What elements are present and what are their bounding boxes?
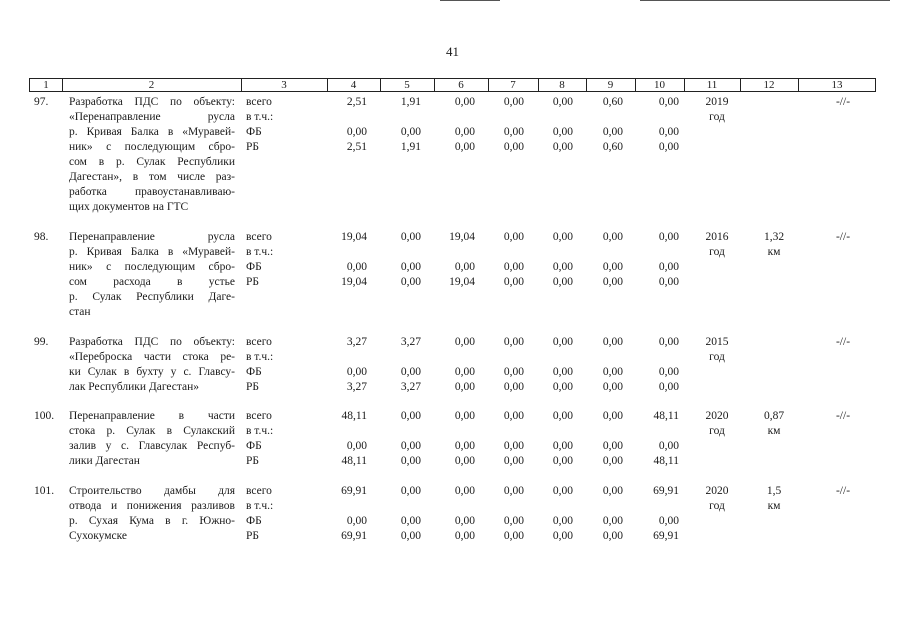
amount-value: 0,00 [552, 276, 573, 288]
amount-column-9 [575, 95, 623, 155]
amount-value: 19,04 [449, 276, 475, 288]
project-name-line: лики Дагестан [69, 455, 140, 467]
amount-value: 0,00 [503, 515, 524, 527]
amount-value: 0,00 [658, 440, 679, 452]
header-divider [538, 79, 539, 91]
amount-column-10 [631, 95, 679, 155]
amount-value: 0,00 [503, 276, 524, 288]
amount-value: 0,00 [346, 126, 367, 138]
amount-value [476, 350, 524, 365]
row-number: 101. [34, 485, 55, 497]
amount-column-4 [319, 484, 367, 544]
completion-year-line: 2020 [705, 485, 729, 497]
amount-value: 0,00 [602, 366, 623, 378]
length-line: км [767, 500, 781, 512]
completion-year [697, 230, 737, 260]
amount-value [319, 424, 367, 439]
amount-value: 3,27 [346, 381, 367, 393]
amount-value: 0,00 [346, 366, 367, 378]
project-name [69, 230, 235, 320]
funding-source-label: в т.ч.: [246, 351, 274, 363]
funding-source-label: РБ [246, 455, 259, 467]
amount-value: 0,00 [454, 440, 475, 452]
header-divider [740, 79, 741, 91]
header-divider [488, 79, 489, 91]
length-value [752, 484, 796, 514]
amount-column-8 [525, 484, 573, 544]
funding-source [246, 409, 291, 469]
amount-value [427, 499, 475, 514]
amount-value: 0,60 [602, 96, 623, 108]
amount-column-5 [373, 95, 421, 155]
amount-column-4 [319, 335, 367, 395]
amount-value: 0,00 [400, 440, 421, 452]
header-cell-10: 10 [654, 79, 665, 91]
amount-value [575, 350, 623, 365]
amount-value [575, 110, 623, 125]
amount-value: 48,11 [341, 455, 367, 467]
amount-value: 0,00 [658, 276, 679, 288]
amount-column-4 [319, 95, 367, 155]
amount-value [427, 424, 475, 439]
amount-value: 0,00 [503, 141, 524, 153]
funding-source-label: РБ [246, 381, 259, 393]
amount-value: 0,00 [503, 126, 524, 138]
amount-value: 0,00 [602, 410, 623, 422]
amount-value: 0,00 [503, 366, 524, 378]
amount-column-10 [631, 335, 679, 395]
header-divider [798, 79, 799, 91]
amount-value: 0,00 [346, 515, 367, 527]
amount-value: 0,00 [503, 530, 524, 542]
funding-source [246, 95, 291, 155]
amount-value: 0,00 [503, 381, 524, 393]
amount-value: 69,91 [341, 530, 367, 542]
funding-source-label: РБ [246, 530, 259, 542]
project-name-line: р. Сухая Кума в г. Южно- [69, 515, 235, 527]
funding-source-label: всего [246, 410, 272, 422]
amount-value: 0,00 [552, 381, 573, 393]
amount-column-9 [575, 409, 623, 469]
header-cell-3: 3 [281, 79, 287, 91]
header-divider [684, 79, 685, 91]
project-name-line: р. Кривая Балка в «Муравей- [69, 246, 235, 258]
scan-edge-line-left [440, 0, 500, 1]
completion-year-line: год [709, 425, 725, 437]
project-name-line: ки Сулак в бухту у с. Главсу- [69, 366, 235, 378]
amount-value: 0,00 [454, 96, 475, 108]
project-name-line: «Перенаправление русла [69, 111, 235, 123]
project-name-line: щих документов на ГТС [69, 201, 189, 213]
project-name-line: р. Сулак Республики Даге- [69, 291, 235, 303]
amount-value: 3,27 [346, 336, 367, 348]
project-name-line: р. Кривая Балка в «Муравей- [69, 126, 235, 138]
header-cell-7: 7 [510, 79, 516, 91]
amount-value [525, 245, 573, 260]
amount-value: 0,00 [552, 366, 573, 378]
amount-value: 0,00 [552, 231, 573, 243]
header-cell-9: 9 [607, 79, 614, 91]
project-name-line: Разработка ПДС по объекту: [69, 96, 235, 108]
amount-value [476, 245, 524, 260]
amount-value: 0,00 [400, 231, 421, 243]
amount-value [476, 110, 524, 125]
amount-value: 0,00 [658, 336, 679, 348]
amount-value [319, 245, 367, 260]
amount-value: 69,91 [341, 485, 367, 497]
amount-column-7 [476, 230, 524, 290]
funding-source-label: всего [246, 485, 272, 497]
amount-value: 0,00 [400, 126, 421, 138]
funding-source-label: в т.ч.: [246, 111, 274, 123]
amount-value: 0,00 [454, 485, 475, 497]
funding-source-label: РБ [246, 276, 259, 288]
amount-value [525, 424, 573, 439]
amount-value: 0,00 [552, 530, 573, 542]
amount-column-8 [525, 95, 573, 155]
completion-year-line: год [709, 246, 725, 258]
completion-year [697, 409, 737, 439]
amount-value: 0,00 [552, 455, 573, 467]
amount-value: 0,00 [400, 410, 421, 422]
project-name-line: Перенаправление русла [69, 231, 235, 243]
amount-value: 0,00 [454, 515, 475, 527]
amount-value: 0,00 [552, 440, 573, 452]
amount-value: 0,00 [658, 515, 679, 527]
amount-value: 0,00 [503, 231, 524, 243]
ditto-mark: -//- [835, 410, 851, 422]
funding-source-label: РБ [246, 141, 259, 153]
amount-value: 0,00 [552, 410, 573, 422]
amount-value: 0,00 [454, 336, 475, 348]
amount-column-10 [631, 484, 679, 544]
amount-column-6 [427, 409, 475, 469]
amount-value [476, 424, 524, 439]
amount-column-6 [427, 484, 475, 544]
completion-year-line: 2020 [705, 410, 729, 422]
amount-value: 0,00 [602, 440, 623, 452]
amount-value [373, 110, 421, 125]
amount-value: 0,00 [503, 485, 524, 497]
amount-column-6 [427, 95, 475, 155]
amount-column-9 [575, 484, 623, 544]
header-divider [380, 79, 381, 91]
length-value [752, 409, 796, 439]
funding-source-label: ФБ [246, 366, 262, 378]
ditto-mark: -//- [835, 485, 851, 497]
funding-source [246, 484, 291, 544]
project-name-line: Дагестан», в том числе раз- [69, 171, 235, 183]
amount-value: 48,11 [341, 410, 367, 422]
funding-source-label: в т.ч.: [246, 425, 274, 437]
amount-value: 0,00 [454, 455, 475, 467]
amount-value: 19,04 [449, 231, 475, 243]
amount-value: 0,00 [602, 276, 623, 288]
amount-column-9 [575, 230, 623, 290]
funding-source-label: ФБ [246, 261, 262, 273]
length-line: км [767, 246, 781, 258]
header-cell-8: 8 [559, 79, 565, 91]
amount-value: 3,27 [400, 381, 421, 393]
amount-value: 0,00 [658, 96, 679, 108]
project-name-line: стока р. Сулак в Сулакский [69, 425, 235, 437]
amount-value: 0,00 [503, 440, 524, 452]
funding-source-label: в т.ч.: [246, 246, 274, 258]
amount-column-5 [373, 484, 421, 544]
amount-value: 0,00 [454, 141, 475, 153]
header-cell-13: 13 [831, 79, 843, 91]
funding-source-label: ФБ [246, 440, 262, 452]
amount-value [631, 110, 679, 125]
amount-value: 2,51 [346, 96, 367, 108]
amount-column-4 [319, 230, 367, 290]
amount-value: 0,00 [552, 126, 573, 138]
page-number: 41 [446, 44, 459, 59]
completion-year [697, 95, 737, 125]
amount-column-5 [373, 230, 421, 290]
amount-value: 0,00 [503, 410, 524, 422]
amount-value [575, 245, 623, 260]
project-name-line: стан [69, 306, 91, 318]
amount-value: 0,00 [503, 455, 524, 467]
row-number: 100. [34, 410, 55, 422]
project-name-line: работка правоустанавливаю- [69, 186, 235, 198]
ditto-mark: -//- [835, 231, 851, 243]
amount-value: 69,91 [653, 530, 679, 542]
header-divider [327, 79, 328, 91]
length-value [752, 230, 796, 260]
amount-value [319, 350, 367, 365]
amount-column-4 [319, 409, 367, 469]
amount-value: 0,00 [658, 261, 679, 273]
amount-value [427, 245, 475, 260]
amount-value [575, 499, 623, 514]
table-header-row [29, 78, 876, 92]
amount-column-6 [427, 230, 475, 290]
amount-value [373, 499, 421, 514]
amount-column-7 [476, 409, 524, 469]
header-cell-4: 4 [350, 79, 357, 91]
amount-value: 3,27 [400, 336, 421, 348]
length-line: 0,87 [763, 410, 785, 422]
project-name-line: ник» с последующим сбро- [69, 261, 235, 273]
completion-year-line: 2019 [705, 96, 729, 108]
amount-value [525, 110, 573, 125]
amount-value: 1,91 [400, 96, 421, 108]
amount-value: 0,00 [400, 366, 421, 378]
amount-column-5 [373, 409, 421, 469]
amount-column-10 [631, 409, 679, 469]
scan-edge-line-right [640, 0, 890, 1]
amount-value: 0,00 [602, 231, 623, 243]
completion-year-line: год [709, 500, 725, 512]
header-divider [434, 79, 435, 91]
amount-value: 2,51 [346, 141, 367, 153]
amount-value [373, 424, 421, 439]
project-name-line: лак Республики Дагестан» [69, 381, 200, 393]
header-cell-5: 5 [404, 79, 410, 91]
amount-column-8 [525, 230, 573, 290]
amount-value: 0,00 [454, 366, 475, 378]
length-line: км [767, 425, 781, 437]
header-divider [635, 79, 636, 91]
amount-value: 0,00 [658, 126, 679, 138]
amount-column-7 [476, 95, 524, 155]
amount-value: 0,00 [454, 530, 475, 542]
header-cell-2: 2 [148, 79, 155, 91]
amount-value: 0,00 [602, 261, 623, 273]
amount-value: 0,00 [400, 515, 421, 527]
amount-value [631, 350, 679, 365]
ditto-mark: -//- [835, 336, 851, 348]
completion-year [697, 484, 737, 514]
completion-year-line: год [709, 351, 725, 363]
amount-value: 0,00 [454, 261, 475, 273]
completion-year-line: год [709, 111, 725, 123]
amount-value [575, 424, 623, 439]
amount-value: 0,00 [602, 336, 623, 348]
amount-value: 0,00 [400, 276, 421, 288]
funding-source-label: ФБ [246, 126, 262, 138]
amount-value: 19,04 [341, 276, 367, 288]
completion-year-line: 2016 [705, 231, 729, 243]
project-name [69, 335, 235, 395]
amount-value [631, 499, 679, 514]
amount-value: 0,00 [346, 440, 367, 452]
amount-column-7 [476, 484, 524, 544]
amount-value: 0,00 [552, 96, 573, 108]
amount-value [373, 350, 421, 365]
project-name [69, 95, 235, 215]
amount-value: 0,00 [552, 485, 573, 497]
row-number: 98. [34, 231, 49, 243]
row-number: 97. [34, 96, 49, 108]
amount-value: 0,00 [400, 530, 421, 542]
project-name-line: «Переброска части стока ре- [69, 351, 235, 363]
amount-column-5 [373, 335, 421, 395]
amount-value: 0,00 [602, 126, 623, 138]
amount-value: 0,00 [346, 261, 367, 273]
amount-value: 0,00 [552, 261, 573, 273]
funding-source [246, 230, 291, 290]
amount-value [319, 499, 367, 514]
amount-value [427, 110, 475, 125]
funding-source-label: всего [246, 336, 272, 348]
header-cell-11: 11 [706, 79, 718, 91]
amount-value [373, 245, 421, 260]
amount-column-7 [476, 335, 524, 395]
project-name-line: Перенаправление в части [69, 410, 235, 422]
amount-value [631, 424, 679, 439]
length-line: 1,32 [763, 231, 785, 243]
header-cell-12: 12 [763, 79, 775, 91]
amount-value: 0,60 [602, 141, 623, 153]
project-name-line: залив у с. Главсулак Респуб- [69, 440, 235, 452]
amount-value: 0,00 [658, 381, 679, 393]
amount-column-9 [575, 335, 623, 395]
amount-value [427, 350, 475, 365]
project-name-line: Строительство дамбы для [69, 485, 235, 497]
funding-source-label: в т.ч.: [246, 500, 274, 512]
project-name [69, 409, 235, 469]
amount-value: 0,00 [552, 336, 573, 348]
amount-column-8 [525, 409, 573, 469]
amount-value: 0,00 [552, 141, 573, 153]
header-cell-6: 6 [458, 79, 464, 91]
amount-value: 69,91 [653, 485, 679, 497]
amount-value [525, 499, 573, 514]
header-cell-1: 1 [43, 79, 49, 91]
project-name [69, 484, 235, 544]
amount-value: 0,00 [602, 515, 623, 527]
header-divider [586, 79, 587, 91]
amount-value: 0,00 [602, 530, 623, 542]
amount-value: 0,00 [503, 336, 524, 348]
amount-value: 0,00 [602, 455, 623, 467]
amount-value: 0,00 [552, 515, 573, 527]
funding-source-label: ФБ [246, 515, 262, 527]
amount-value: 48,11 [653, 410, 679, 422]
amount-column-8 [525, 335, 573, 395]
completion-year-line: 2015 [705, 336, 729, 348]
project-name-line: Сухокумске [69, 530, 128, 542]
amount-value: 0,00 [454, 381, 475, 393]
amount-value [525, 350, 573, 365]
project-name-line: Разработка ПДС по объекту: [69, 336, 235, 348]
funding-source [246, 335, 291, 395]
header-divider [62, 79, 63, 91]
amount-value: 0,00 [658, 141, 679, 153]
amount-value [319, 110, 367, 125]
funding-source-label: всего [246, 96, 272, 108]
amount-value: 0,00 [454, 410, 475, 422]
amount-value: 0,00 [503, 261, 524, 273]
amount-value: 0,00 [400, 455, 421, 467]
amount-value: 19,04 [341, 231, 367, 243]
project-name-line: отвода и понижения разливов [69, 500, 235, 512]
amount-value: 0,00 [602, 381, 623, 393]
funding-source-label: всего [246, 231, 272, 243]
amount-column-10 [631, 230, 679, 290]
amount-value: 0,00 [658, 231, 679, 243]
ditto-mark: -//- [835, 96, 851, 108]
length-line: 1,5 [766, 485, 782, 497]
amount-column-6 [427, 335, 475, 395]
completion-year [697, 335, 737, 365]
amount-value: 48,11 [653, 455, 679, 467]
amount-value: 0,00 [503, 96, 524, 108]
header-divider [241, 79, 242, 91]
project-name-line: ник» с последующим сбро- [69, 141, 235, 153]
amount-value: 0,00 [400, 485, 421, 497]
amount-value: 0,00 [602, 485, 623, 497]
project-name-line: сом расхода в устье [69, 276, 235, 288]
amount-value [476, 499, 524, 514]
amount-value: 0,00 [658, 366, 679, 378]
amount-value: 0,00 [454, 126, 475, 138]
project-name-line: сом в р. Сулак Республики [69, 156, 235, 168]
amount-value: 0,00 [400, 261, 421, 273]
amount-value [631, 245, 679, 260]
row-number: 99. [34, 336, 49, 348]
amount-value: 1,91 [400, 141, 421, 153]
